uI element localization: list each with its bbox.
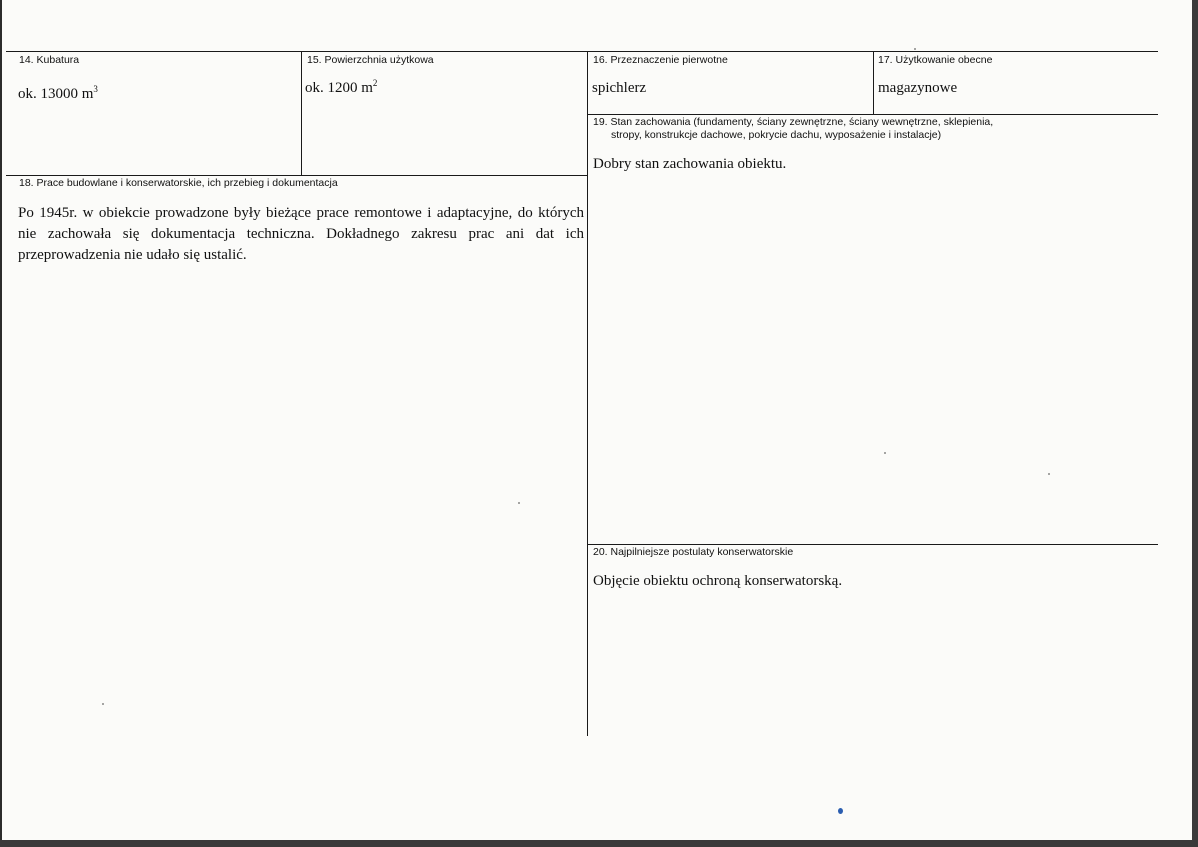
ink-dot	[838, 808, 843, 814]
divider-16-17	[873, 51, 874, 114]
field-20-label: 20. Najpilniejsze postulaty konserwatorskie	[593, 546, 794, 558]
field-14-label: 14. Kubatura	[19, 54, 80, 66]
top-rule	[6, 51, 1158, 52]
rule-above-19	[587, 114, 1158, 115]
field-17-value: magazynowe	[878, 80, 958, 96]
divider-14-15	[301, 51, 302, 175]
scan-speck	[1048, 473, 1050, 475]
scan-speck	[518, 502, 520, 504]
field-19-value: Dobry stan zachowania obiektu.	[593, 156, 787, 172]
field-15-value-exponent: 2	[372, 78, 378, 88]
field-15-value-text: ok. 1200 m	[305, 80, 373, 96]
form-sheet	[2, 0, 1192, 840]
scan-speck	[884, 452, 886, 454]
scan-speck	[102, 703, 104, 705]
field-18-value: Po 1945r. w obiekcie prowadzone były bieżące prace remontowe i adaptacyjne, do których nie zachowała się dokumentacja techniczna. Dokładnego zakresu prac ani dat ich przeprowadzenia nie udało się ustalić.	[18, 205, 584, 263]
field-20-value: Objęcie obiektu ochroną konserwatorską.	[593, 573, 843, 589]
scan-edge-right	[1192, 0, 1198, 847]
field-15-value	[305, 78, 377, 99]
field-15-label: 15. Powierzchnia użytkowa	[307, 54, 434, 66]
scan-edge-bottom	[0, 840, 1198, 847]
field-17-label: 17. Użytkowanie obecne	[878, 54, 993, 66]
field-16-label: 16. Przeznaczenie pierwotne	[593, 54, 728, 66]
field-14-value-exponent: 3	[93, 84, 98, 94]
field-14-value	[18, 84, 98, 105]
field-19-label-line1: 19. Stan zachowania (fundamenty, ściany zewnętrzne, ściany wewnętrzne, sklepienia,	[593, 116, 994, 128]
rule-above-20	[587, 544, 1158, 545]
field-19-label-line2: stropy, konstrukcje dachowe, pokrycie dachu, wyposażenie i instalacje)	[611, 129, 942, 141]
field-14-value-text: ok. 13000 m	[18, 86, 94, 102]
divider-15-16	[587, 51, 588, 736]
field-19-label	[593, 116, 993, 142]
scan-speck	[914, 48, 916, 50]
rule-above-18	[6, 175, 588, 176]
field-18-label: 18. Prace budowlane i konserwatorskie, ich przebieg i dokumentacja	[19, 177, 338, 189]
field-16-value: spichlerz	[592, 80, 647, 96]
